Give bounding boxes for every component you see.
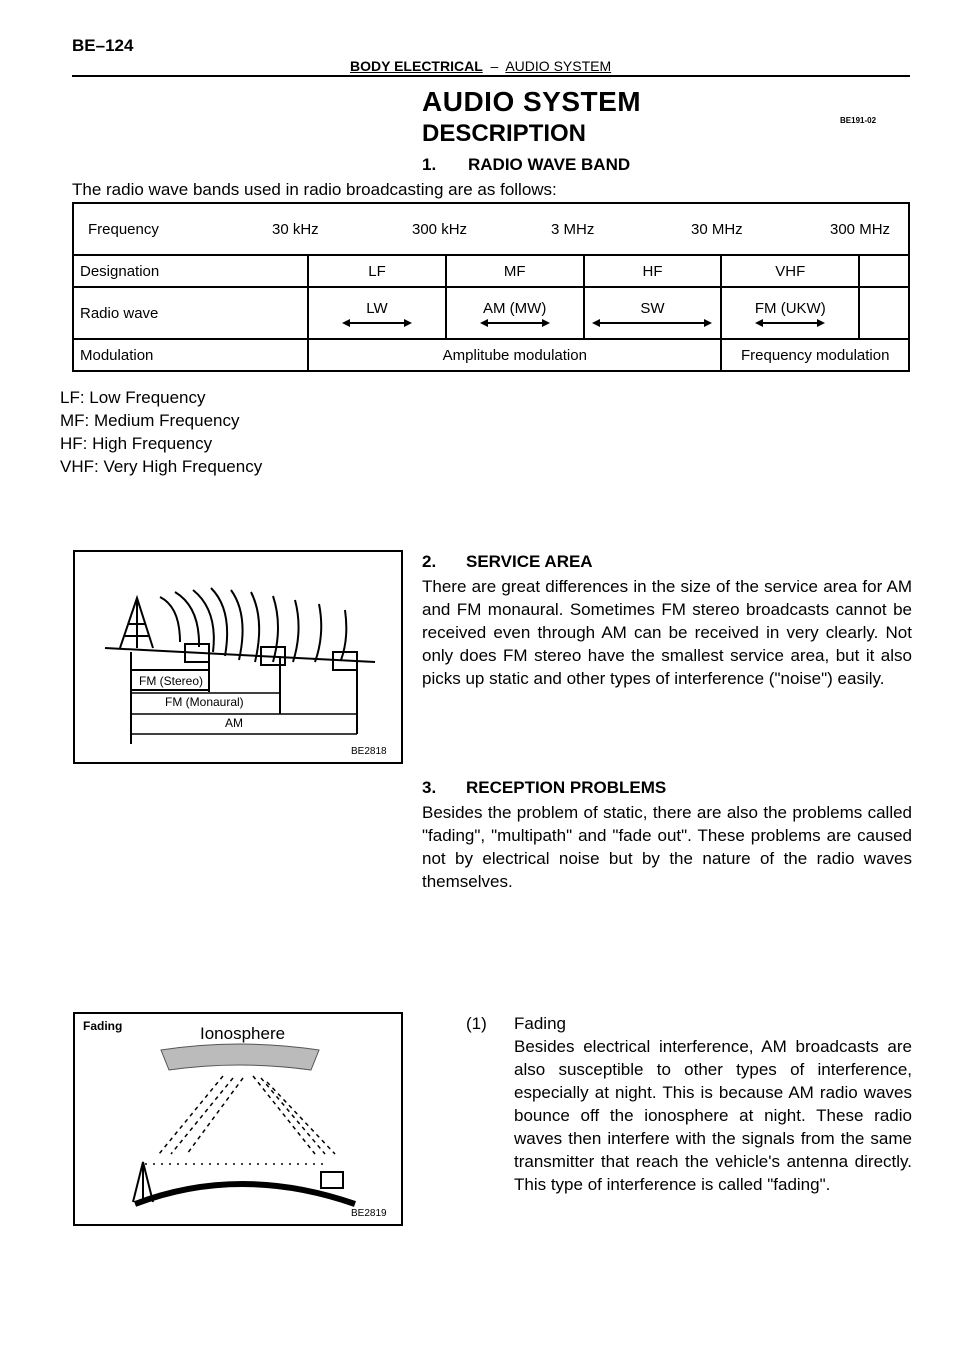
doc-code: BE191-02 [840, 116, 877, 125]
subsection1-body: Besides electrical interference, AM broadcasts are also susceptible to other types of interference, especially at night. This is because AM radio waves bounce off the ionosphere at night. These radio waves then interfere with the signals from the same transmitter that reach the vehicle's antenna directly. This type of interference is called "fading". [514, 1037, 912, 1194]
designation-cell-empty [859, 255, 909, 287]
legend-item: HF: High Frequency [60, 434, 213, 453]
modulation-label: Modulation [73, 339, 308, 371]
double-arrow-icon [755, 320, 825, 326]
page-title: AUDIO SYSTEM [422, 86, 642, 117]
designation-cell: MF [446, 255, 584, 287]
section2-body: There are great differences in the size of the service area for AM and FM monaural. Sometimes FM stereo broadcasts cannot be received even through AM can be received in very clearly. Not only does FM stereo have the smallest service area, but it also picks up static and other types of interference ("noise") easily. [422, 577, 912, 688]
freq-tick-label: 3 MHz [551, 221, 595, 238]
fm-monaural-label: FM (Monaural) [165, 695, 244, 709]
freq-tick-label: 300 kHz [412, 221, 468, 238]
modulation-cell: Frequency modulation [721, 339, 909, 371]
section1-number: 1. [422, 155, 437, 174]
radio-wave-cell: FM (UKW) [754, 300, 826, 317]
reflected-wave-lines [159, 1076, 243, 1154]
section1-intro: The radio wave bands used in radio broadcasting are as follows: [72, 180, 557, 199]
car-icon [321, 1172, 343, 1188]
am-label: AM [225, 716, 243, 730]
section3-body: Besides the problem of static, there are also the problems called "fading", "multipath" and "fade out". These problems are caused not by electrical noise but by the nature of the radio waves themselves. [422, 803, 912, 891]
freq-tick-label: 30 MHz [691, 221, 743, 238]
page-number: BE–124 [72, 36, 134, 55]
subsection1-heading: Fading [514, 1014, 566, 1033]
double-arrow-icon [592, 320, 712, 326]
radio-wave-lines [160, 588, 346, 662]
figure-code: BE2819 [351, 1208, 387, 1219]
section1-heading: RADIO WAVE BAND [468, 155, 631, 174]
fading-illustration [75, 1014, 401, 1224]
section3-heading: RECEPTION PROBLEMS [466, 778, 667, 797]
section2-number: 2. [422, 552, 437, 571]
radio-wave-cell: LW [366, 300, 388, 317]
radio-wave-cell: SW [640, 300, 665, 317]
section-name: BODY ELECTRICAL [350, 58, 483, 74]
ionosphere-label: Ionosphere [200, 1024, 286, 1043]
radio-wave-cell-empty [859, 287, 909, 339]
header-dash: – [490, 58, 499, 74]
tower-icon [120, 598, 153, 648]
designation-cell: HF [584, 255, 722, 287]
service-area-illustration [75, 552, 401, 762]
radio-wave-cell: AM (MW) [483, 300, 547, 317]
service-area-figure [73, 550, 403, 764]
freq-tick-label: 300 MHz [830, 221, 891, 238]
double-arrow-icon [342, 320, 412, 326]
figure-caption: Fading [83, 1019, 123, 1033]
ionosphere-band [161, 1044, 319, 1070]
subsection1-number: (1) [466, 1014, 487, 1033]
legend-item: VHF: Very High Frequency [60, 457, 263, 476]
radio-wave-label: Radio wave [73, 287, 308, 339]
designation-cell: VHF [721, 255, 859, 287]
frequency-row [73, 203, 909, 255]
legend-item: LF: Low Frequency [60, 388, 206, 407]
frequency-label: Frequency [88, 221, 159, 238]
designation-cell: LF [308, 255, 446, 287]
modulation-row [73, 339, 909, 371]
figure-code: BE2818 [351, 746, 387, 757]
section3-number: 3. [422, 778, 437, 797]
designation-row [73, 255, 909, 287]
radio-band-table [72, 202, 910, 372]
section2-heading: SERVICE AREA [466, 552, 593, 571]
freq-tick-label: 30 kHz [272, 221, 319, 238]
legend-item: MF: Medium Frequency [60, 411, 240, 430]
double-arrow-icon [480, 320, 550, 326]
modulation-cell: Amplitube modulation [308, 339, 721, 371]
subsection-name: AUDIO SYSTEM [505, 58, 612, 74]
running-header [350, 58, 611, 74]
radio-wave-row [73, 287, 909, 339]
fm-stereo-label: FM (Stereo) [139, 674, 204, 688]
page-subtitle: DESCRIPTION [422, 120, 587, 147]
header-rule [72, 75, 910, 77]
designation-label: Designation [73, 255, 308, 287]
abbreviation-legend [60, 386, 262, 478]
fading-figure [73, 1012, 403, 1226]
